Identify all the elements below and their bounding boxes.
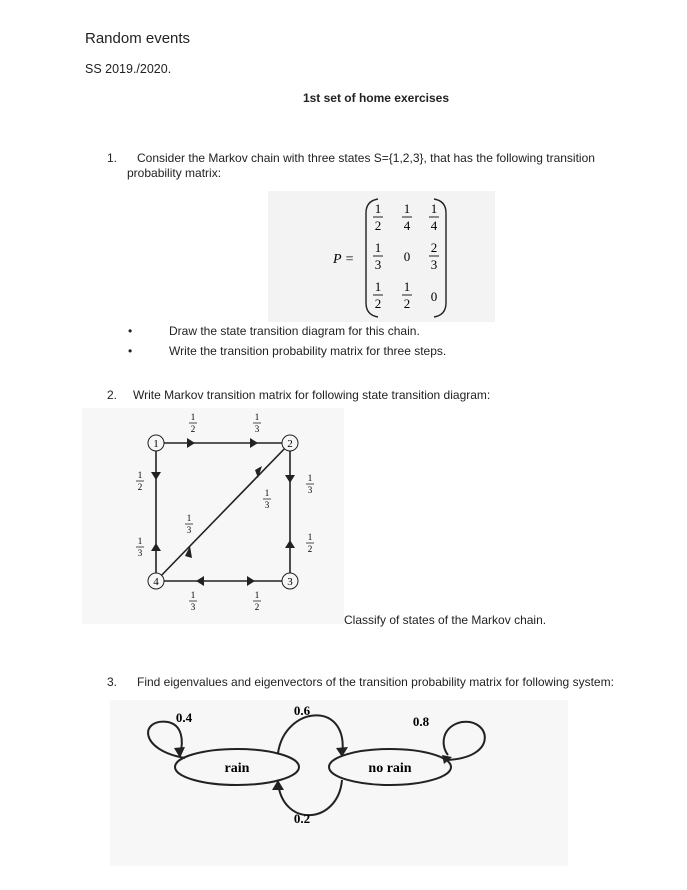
matrix-r1c1-num: 1: [374, 201, 382, 216]
label-3-4-den: 2: [254, 602, 260, 612]
q2-text: Write Markov transition matrix for following state transition diagram:: [133, 388, 491, 402]
arrow-1-2a: [187, 438, 195, 448]
prob-no-rain-rain: 0.2: [293, 811, 311, 826]
arrow-3-2: [285, 540, 295, 548]
label-3-4-num: 1: [254, 590, 260, 600]
state-rain-label: rain: [224, 761, 250, 776]
edge-4-2: [156, 443, 290, 581]
label-2-3-den: 3: [307, 485, 313, 495]
q1-text-line2: probability matrix:: [127, 166, 222, 180]
label-2-4-den: 3: [264, 500, 270, 510]
label-2-4-num: 1: [264, 488, 270, 498]
matrix-r1c1-den: 2: [374, 218, 382, 233]
matrix-r1c2-num: 1: [403, 201, 411, 216]
course-title: Random events: [85, 30, 191, 47]
transition-matrix-svg: [268, 191, 495, 322]
q2-classify-text: Classify of states of the Markov chain.: [344, 613, 547, 627]
weather-diagram-svg: [110, 700, 568, 866]
state-node-3-label: 3: [287, 576, 293, 588]
q3-number: 3.: [107, 675, 118, 689]
label-3-2-den: 2: [307, 544, 313, 554]
matrix-r1c3-den: 4: [430, 218, 438, 233]
state-no-rain-label: no rain: [368, 761, 412, 776]
label-3-2-num: 1: [307, 532, 313, 542]
label-1-2a-den: 2: [190, 424, 196, 434]
q1-bullet-2: Write the transition probability matrix for three steps.: [169, 344, 447, 358]
matrix-r2c1-num: 1: [374, 240, 382, 255]
matrix-r1c2-den: 4: [403, 218, 411, 233]
loop-no-rain: [444, 722, 485, 760]
label-4-1-num: 1: [137, 536, 143, 546]
matrix-label: P =: [333, 252, 355, 267]
label-1-2b-den: 3: [254, 424, 260, 434]
transition-matrix-figure: [268, 191, 495, 322]
label-1-4-den: 2: [137, 482, 143, 492]
edge-rain-to-no-rain: [278, 715, 343, 755]
label-1-2a-num: 1: [190, 412, 196, 422]
term-label: SS 2019./2020.: [85, 62, 172, 76]
edge-no-rain-to-rain: [278, 780, 342, 815]
state-transition-diagram: [82, 408, 344, 624]
q1-number: 1.: [107, 151, 118, 165]
q1-bullet-1: Draw the state transition diagram for this chain.: [169, 324, 420, 338]
q2-number: 2.: [107, 388, 118, 402]
matrix-r3c2-num: 1: [403, 279, 411, 294]
bullet-dot: •: [128, 344, 133, 358]
matrix-r3c1-den: 2: [374, 296, 382, 311]
label-2-3-num: 1: [307, 473, 313, 483]
matrix-r2c1-den: 3: [374, 257, 382, 272]
label-4-2-den: 3: [186, 525, 192, 535]
arrow-4-3: [247, 576, 255, 586]
arrow-3-4: [196, 576, 204, 586]
prob-rain-rain: 0.4: [175, 710, 193, 725]
prob-rain-no-rain: 0.6: [293, 703, 311, 718]
matrix-r3c2-den: 2: [403, 296, 411, 311]
arrow-1-4: [151, 472, 161, 480]
state-node-1-label: 1: [153, 438, 159, 450]
arrow-1-2b: [250, 438, 258, 448]
weather-markov-diagram: [110, 700, 568, 866]
exercise-set-title: 1st set of home exercises: [302, 91, 450, 105]
matrix-r2c2-value: 0: [403, 249, 411, 264]
state-diagram-svg: [82, 408, 344, 624]
bullet-dot: •: [128, 324, 133, 338]
label-1-4-num: 1: [137, 470, 143, 480]
arrow-4-1: [151, 543, 161, 551]
label-1-2b-num: 1: [254, 412, 260, 422]
arrow-2-3: [285, 475, 295, 483]
state-node-2-label: 2: [287, 438, 293, 450]
label-4-3-num: 1: [190, 590, 196, 600]
matrix-r2c3-den: 3: [430, 257, 438, 272]
matrix-r2c3-num: 2: [430, 240, 438, 255]
matrix-r3c3-value: 0: [430, 289, 438, 304]
prob-no-rain-no-rain: 0.8: [412, 714, 430, 729]
label-4-3-den: 3: [190, 602, 196, 612]
matrix-r3c1-num: 1: [374, 279, 382, 294]
matrix-r1c3-num: 1: [430, 201, 438, 216]
q1-text-line1: Consider the Markov chain with three states S={1,2,3}, that has the following transition: [137, 151, 595, 165]
label-4-1-den: 3: [137, 548, 143, 558]
q3-text: Find eigenvalues and eigenvectors of the transition probability matrix for following system:: [137, 675, 614, 689]
state-node-4-label: 4: [153, 576, 159, 588]
label-4-2-num: 1: [186, 513, 192, 523]
